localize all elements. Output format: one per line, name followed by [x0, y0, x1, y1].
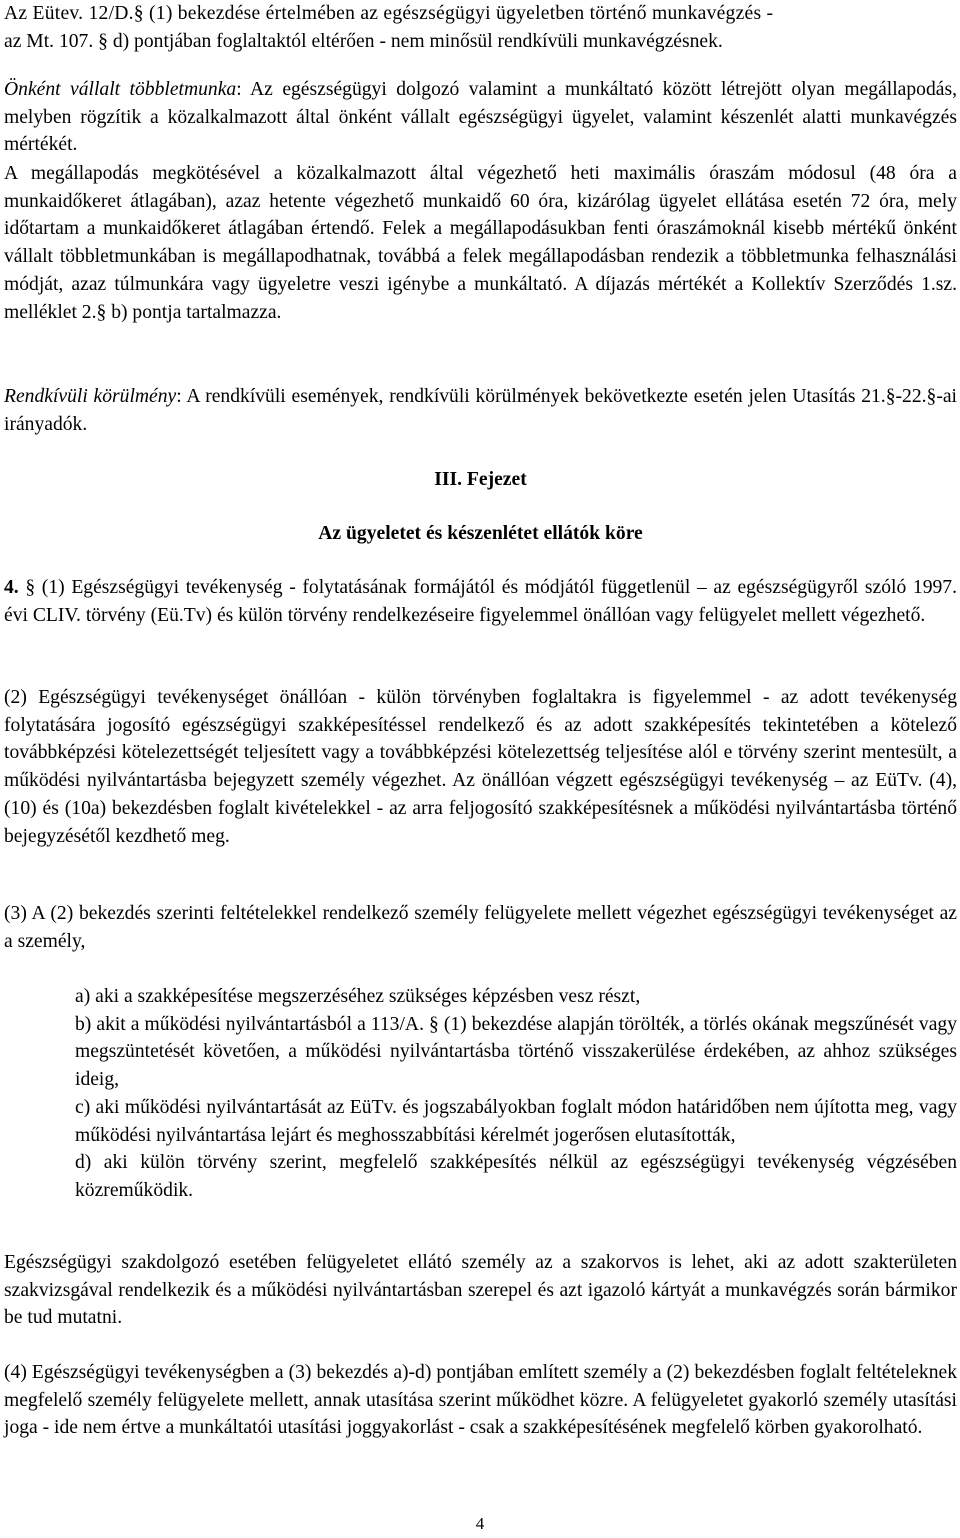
- tobbletmunka-paragraph: [4, 76, 957, 159]
- section-4-p1-text: § (1) Egészségügyi tevékenység - folytatásának formájától és módjától függetlenül – az egészségügyről szóló 1997. évi CLIV. törvény (Eü.Tv) és külön törvény rendelkezéseire figyelemmel önállóan vagy felügyelet mellett végezhető.: [4, 577, 957, 626]
- list-item: b) akit a működési nyilvántartásból a 113/A. § (1) bekezdése alapján törölték, a törlés okának megszűnését vagy megszüntetését követően, a működési nyilvántartásba történő visszakerülése érdekében, az ahhoz szükséges ideig,: [75, 1013, 957, 1091]
- rendkivuli-paragraph: [4, 383, 957, 438]
- intro-line-1: Az Eütev. 12/D.§ (1) bekezdése értelmében az egészségügyi ügyeletben történő munkavégzés -: [4, 3, 774, 24]
- rendkivuli-text: : A rendkívüli események, rendkívüli körülmények bekövetkezte esetén jelen Utasítás 21.§-22.§-ai irányadók.: [4, 386, 957, 435]
- intro-paragraph: [4, 0, 957, 55]
- section-4-paragraph-4: (4) Egészségügyi tevékenységben a (3) bekezdés a)-d) pontjában említett személy a (2) bekezdésben foglalt feltételeknek megfelelő személy felügyelete mellett, annak utasítása szerint működhet közre. A felügyeletet gyakorló személy utasítási joga - ide nem értve a munkáltatói utasítási joggyakorlást - csak a szakképesítésének megfelelő körben gyakorolható.: [4, 1362, 957, 1439]
- page-number: 4: [475, 1514, 485, 1533]
- section-4-list: [75, 983, 957, 1205]
- section-4-paragraph-3: (3) A (2) bekezdés szerinti feltételekkel rendelkező személy felügyelete mellett végezhet egészségügyi tevékenységet az a személy,: [4, 903, 957, 952]
- list-item: c) aki működési nyilvántartását az EüTv. és jogszabályokban foglalt módon határidőben nem újította meg, vagy működési nyilvántartása lejárt és meghosszabbítási kérelmét jogerősen elutasították,: [75, 1096, 957, 1146]
- list-item: a) aki a szakképesítése megszerzéséhez szükséges képzésben vesz részt,: [75, 986, 641, 1007]
- chapter-title: Az ügyeletet és készenlétet ellátók köre: [318, 523, 643, 544]
- list-item: d) aki külön törvény szerint, megfelelő szakképesítés nélkül az egészségügyi tevékenység végzésében közreműködik.: [75, 1152, 957, 1201]
- szakdolgozo-paragraph: Egészségügyi szakdolgozó esetében felügyeletet ellátó személy az a szakorvos is lehet, aki az adott szakterületen szakvizsgával rendelkezik és a működési nyilvántartásban szerepel és azt igazoló kártyát a munkavégzés során bármikor be tud mutatni.: [4, 1252, 957, 1329]
- tobbletmunka-text: : Az egészségügyi dolgozó valamint a munkáltató között létrejött olyan megállapodás, melyben rögzítik a közalkalmazott által önként vállalt egészségügyi ügyelet, valamint készenlét alatti munkavégzés mértékét.: [4, 79, 957, 156]
- section-4-number: 4.: [4, 577, 19, 598]
- section-4-paragraph-2: (2) Egészségügyi tevékenységet önállóan - külön törvényben foglaltakra is figyelemmel - az adott tevékenység folytatására jogosító egészségügyi szakképesítéssel rendelkező és az adott szakképesítés tekintetében a kötelező továbbképzési kötelezettségét teljesített vagy a továbbképzési kötelezettség teljesítése alól e törvény szerint mentesült, a működési nyilvántartásba bejegyzett személy végezhet. Az önállóan végzett egészségügyi tevékenység – az EüTv. (4), (10) és (10a) bekezdésben foglalt kivételekkel - az arra feljogosító szakképesítésnek a működési nyilvántartásba történő bejegyzésétől kezdhető meg.: [4, 687, 957, 847]
- rendkivuli-term: Rendkívüli körülmény: [4, 386, 177, 407]
- chapter-number: III. Fejezet: [434, 469, 527, 490]
- intro-line-2: az Mt. 107. § d) pontjában foglaltaktól eltérően - nem minősül rendkívüli munkavégzésnek.: [4, 30, 723, 52]
- section-4-paragraph-1: [4, 574, 957, 629]
- tobbletmunka-term: Önként vállalt többletmunka: [4, 79, 237, 100]
- tobbletmunka-paragraph-2: A megállapodás megkötésével a közalkalmazott által végezhető heti maximális óraszám módosul (48 óra a munkaidőkeret átlagában), azaz hetente végezhető munkaidő 60 óra, kizárólag ügyelet ellátása esetén 72 óra, mely időtartam a munkaidőkeret átlagában értendő. Felek a megállapodásukban fenti óraszámoknál kisebb mértékű önként vállalt többletmunkában is megállapodhatnak, továbbá a felek megállapodásban rendezik a többletmunka felhasználási módját, azaz túlmunkára vagy ügyeletre veszi igénybe a munkáltató. A díjazás mértékét a Kollektív Szerződés 1.sz. melléklet 2.§ b) pontja tartalmazza.: [4, 163, 957, 323]
